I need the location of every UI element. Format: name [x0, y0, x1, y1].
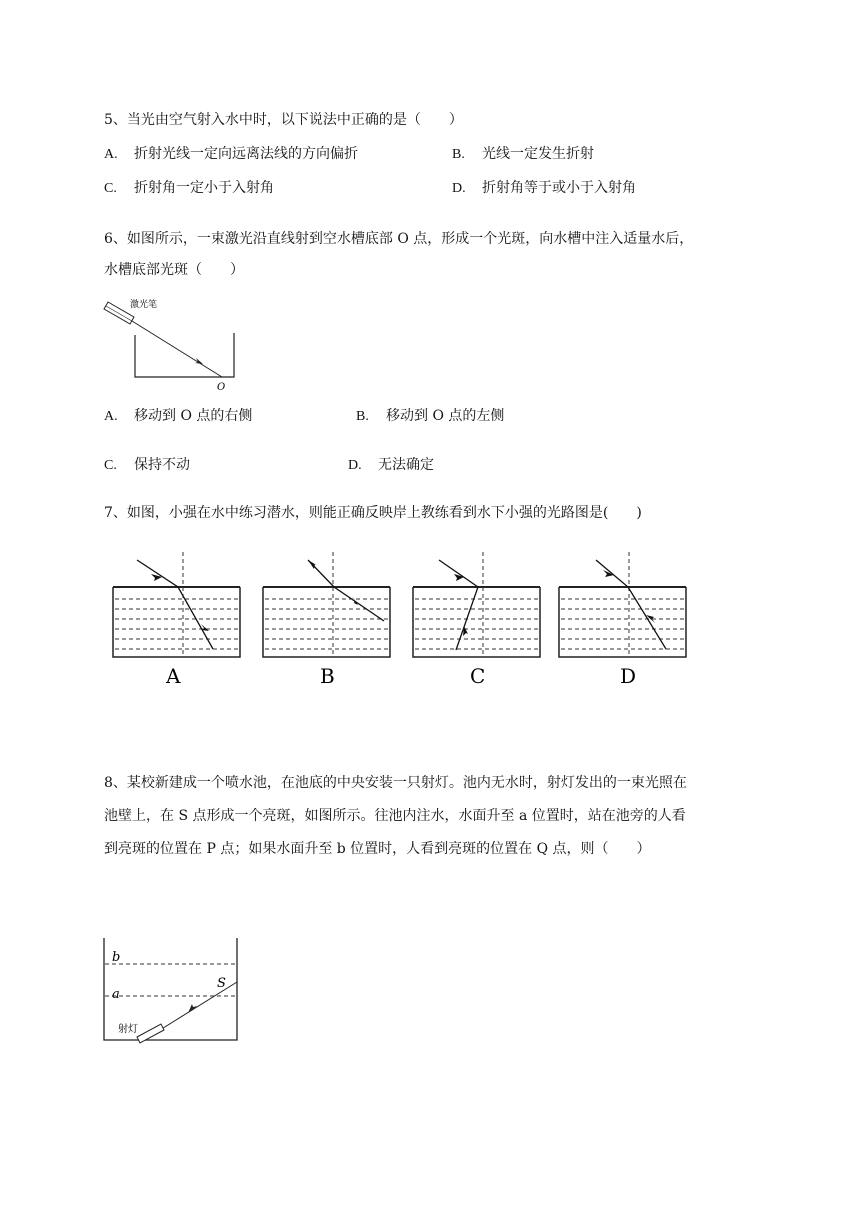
label-a: a: [112, 987, 120, 1002]
option-text: 移动到 O 点的右侧: [134, 408, 253, 424]
spotlight-label: 射灯: [118, 1024, 138, 1035]
q5-option-d: [452, 178, 636, 199]
q5-option-b: [452, 144, 594, 165]
figure-label-b: B: [320, 664, 335, 688]
option-letter: D.: [452, 181, 466, 196]
option-text: 折射角一定小于入射角: [134, 180, 274, 196]
q7-figure-a: [110, 550, 245, 690]
q5-option-c: [104, 178, 274, 199]
laser-pen-label: 激光笔: [130, 300, 158, 310]
q7-figure-c: [410, 550, 545, 690]
q5-stem: 5、当光由空气射入水中时，以下说法中正确的是（ ）: [104, 112, 463, 128]
q6-stem-line2: 水槽底部光斑（ ）: [104, 262, 244, 278]
ray-arrow-out: [201, 624, 209, 631]
option-text: 折射角等于或小于入射角: [482, 180, 636, 196]
option-text: 移动到 O 点的左侧: [386, 408, 505, 424]
light-beam: [160, 982, 237, 1030]
option-text: 光线一定发生折射: [482, 146, 594, 162]
light-ray: [439, 560, 478, 650]
q6-laser-figure: [100, 295, 250, 395]
q7-figure-d: [556, 550, 691, 690]
q8-pool-figure: [100, 936, 245, 1046]
option-letter: C.: [104, 458, 117, 473]
option-text: 保持不动: [134, 457, 190, 473]
q6-stem-line1: 6、如图所示，一束激光沿直线射到空水槽底部 O 点，形成一个光斑，向水槽中注入适量水后，: [104, 231, 694, 247]
q7-stem: 7、如图，小强在水中练习潜水，则能正确反映岸上教练看到水下小强的光路图是( ): [104, 505, 642, 521]
ray-arrow-in: [454, 574, 464, 581]
q7-figure-b: [260, 550, 395, 690]
q8-stem-line2: 池壁上，在 S 点形成一个亮斑，如图所示。往池内注水，水面升至 a 位置时，站在池旁的人看: [104, 808, 686, 824]
tank-outline: [135, 333, 234, 377]
option-text: 无法确定: [378, 457, 434, 473]
option-letter: C.: [104, 181, 117, 196]
q5-option-a: [104, 144, 358, 165]
option-letter: B.: [452, 147, 465, 162]
option-text: 折射光线一定向远离法线的方向偏折: [134, 146, 358, 162]
light-ray: [308, 560, 384, 621]
figure-label-a: A: [166, 664, 181, 688]
option-letter: D.: [348, 458, 362, 473]
q6-option-c: [104, 455, 190, 476]
q6-option-a: [104, 406, 252, 427]
point-o-label: O: [217, 382, 226, 393]
figure-label-c: C: [470, 664, 486, 688]
laser-beam: [132, 321, 222, 377]
option-letter: A.: [104, 409, 118, 424]
option-letter: B.: [356, 409, 369, 424]
q6-option-b: [356, 406, 504, 427]
option-letter: A.: [104, 147, 118, 162]
figure-label-d: D: [620, 664, 637, 688]
q8-stem-line1: 8、某校新建成一个喷水池，在池底的中央安装一只射灯。池内无水时，射灯发出的一束光照在: [104, 775, 687, 791]
light-ray: [137, 560, 213, 649]
label-s: S: [217, 976, 226, 991]
beam-arrow: [188, 1004, 197, 1013]
ray-arrow-out: [308, 560, 318, 569]
q8-stem-line3: 到亮斑的位置在 P 点；如果水面升至 b 位置时，人看到亮斑的位置在 Q 点，则（ ）: [104, 841, 651, 857]
label-b: b: [112, 950, 121, 965]
q6-option-d: [348, 455, 434, 476]
